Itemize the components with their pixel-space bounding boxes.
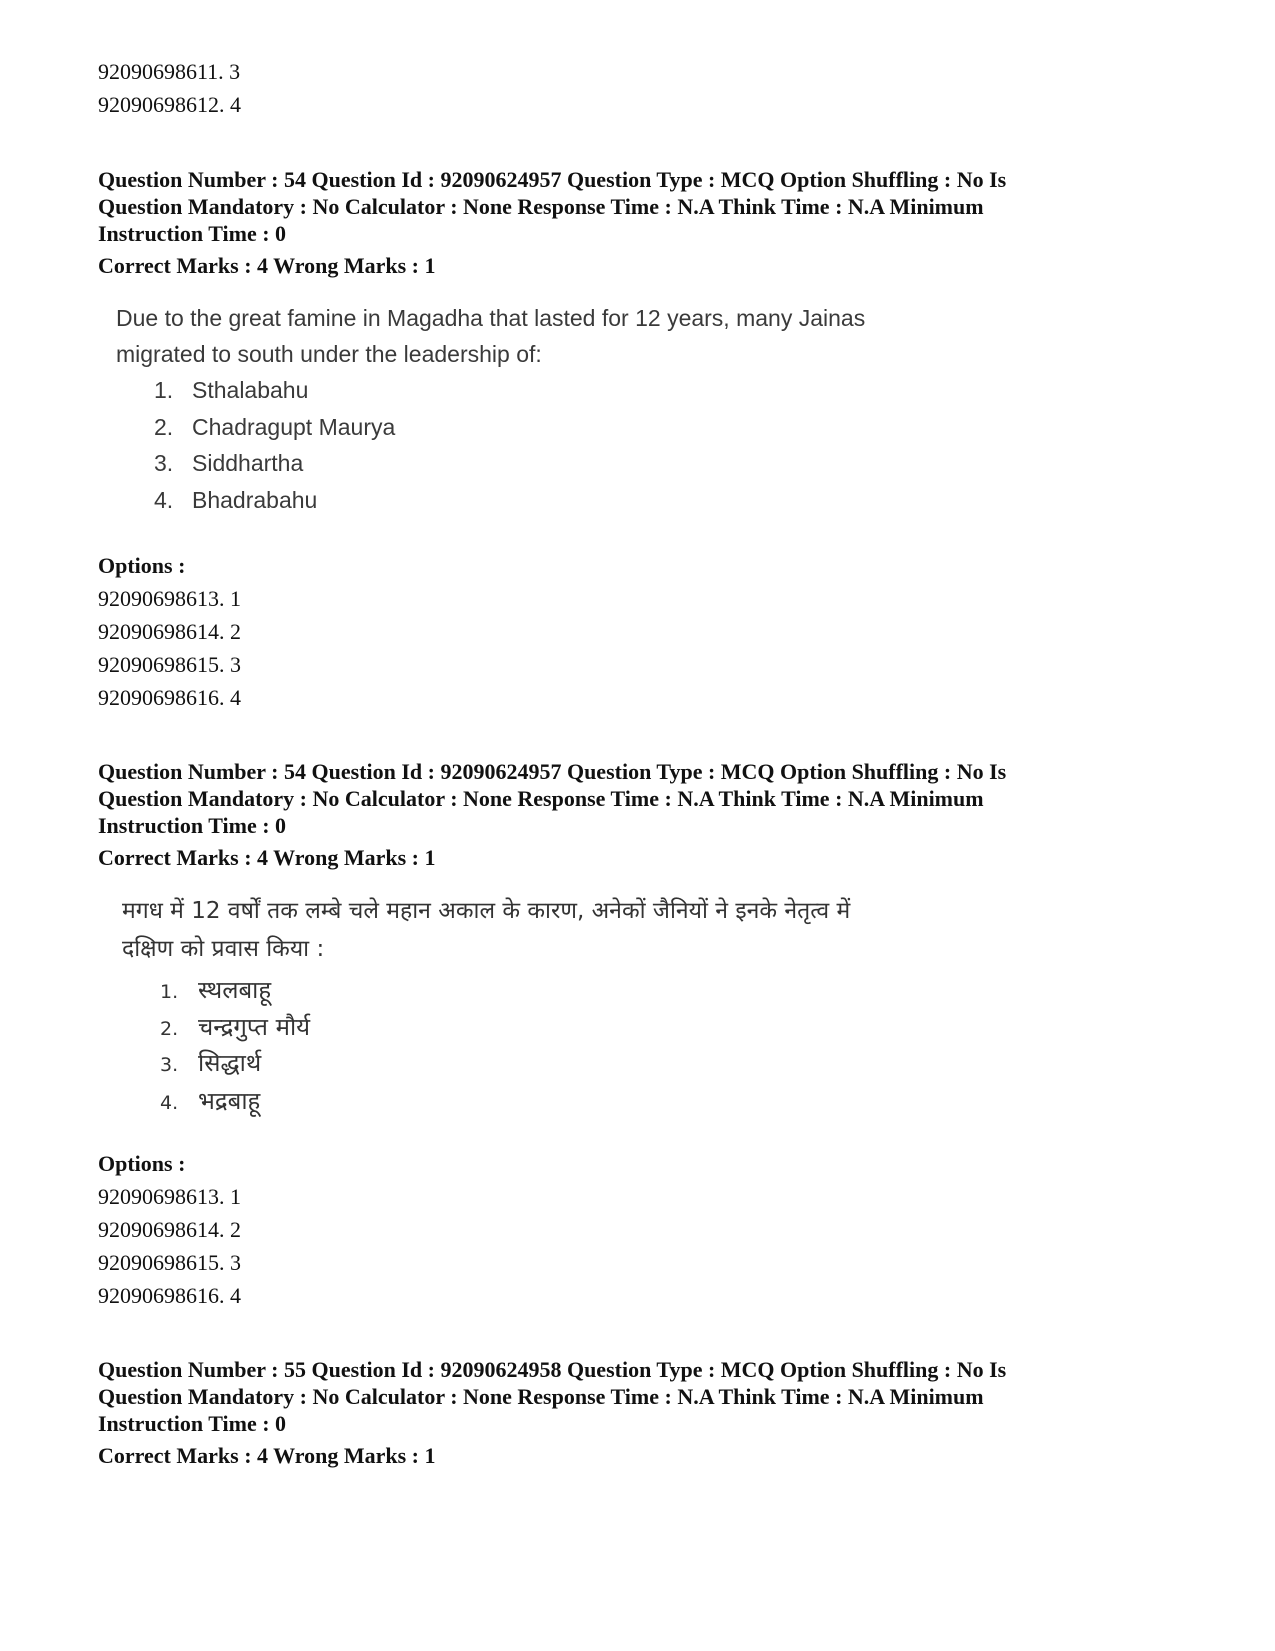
choice-text: Chadragupt Maurya <box>192 414 396 440</box>
question-header-line: Instruction Time : 0 <box>98 813 287 838</box>
option-line: 92090698616. 4 <box>98 1283 241 1308</box>
choice-number: 2. <box>154 414 174 440</box>
choice-text: Bhadrabahu <box>192 487 318 513</box>
choice-text: चन्द्रगुप्त मौर्य <box>198 1013 311 1041</box>
answer-choice <box>154 375 308 405</box>
choice-text: Sthalabahu <box>192 377 309 403</box>
choice-number: 4. <box>154 487 174 513</box>
marks-line: Correct Marks : 4 Wrong Marks : 1 <box>98 253 436 278</box>
answer-choice <box>160 1086 260 1118</box>
question-header-line: Question Mandatory : No Calculator : None Response Time : N.A Think Time : N.A Minimum <box>98 194 984 219</box>
answer-choice <box>154 485 317 515</box>
choice-number: 1. <box>160 981 179 1003</box>
choice-text: Siddhartha <box>192 450 304 476</box>
question-header-line: Instruction Time : 0 <box>98 221 287 246</box>
answer-choice <box>160 1012 310 1044</box>
option-line: 92090698615. 3 <box>98 652 241 677</box>
choice-number: 4. <box>160 1092 179 1114</box>
option-line: 92090698616. 4 <box>98 685 241 710</box>
question-header-line: Question Number : 54 Question Id : 92090624957 Question Type : MCQ Option Shuffling : No Is <box>98 167 1007 192</box>
marks-line: Correct Marks : 4 Wrong Marks : 1 <box>98 845 436 870</box>
choice-text: स्थलबाहू <box>198 976 272 1004</box>
question-header-line: Question Mandatory : No Calculator : None Response Time : N.A Think Time : N.A Minimum <box>98 1384 984 1409</box>
question-header-line: Question Mandatory : No Calculator : None Response Time : N.A Think Time : N.A Minimum <box>98 786 984 811</box>
answer-choice <box>160 1048 261 1080</box>
choice-text: सिद्धार्थ <box>198 1049 262 1077</box>
option-line: 92090698615. 3 <box>98 1250 241 1275</box>
question-stem-line: migrated to south under the leadership of: <box>116 341 542 367</box>
choice-text: भद्रबाहू <box>198 1087 261 1115</box>
option-line: 92090698614. 2 <box>98 619 241 644</box>
option-line: 92090698611. 3 <box>98 59 241 84</box>
question-header-line: Instruction Time : 0 <box>98 1411 287 1436</box>
question-stem-line: मगध में 12 वर्षों तक लम्बे चले महान अकाल के कारण, अनेकों जैनियों ने इनके नेतृत्व में <box>122 898 851 924</box>
answer-choice <box>154 448 303 478</box>
options-label: Options : <box>98 1151 186 1176</box>
answer-choice <box>160 975 271 1007</box>
options-label: Options : <box>98 553 186 578</box>
question-stem-line: Due to the great famine in Magadha that lasted for 12 years, many Jainas <box>116 305 866 331</box>
option-line: 92090698614. 2 <box>98 1217 241 1242</box>
option-line: 92090698613. 1 <box>98 1184 241 1209</box>
question-stem-line: दक्षिण को प्रवास किया : <box>122 936 325 962</box>
question-header-line: Question Number : 55 Question Id : 92090624958 Question Type : MCQ Option Shuffling : No Is <box>98 1357 1007 1382</box>
question-image <box>98 300 958 530</box>
question-header-line: Question Number : 54 Question Id : 92090624957 Question Type : MCQ Option Shuffling : No Is <box>98 759 1007 784</box>
choice-number: 3. <box>160 1054 179 1076</box>
marks-line: Correct Marks : 4 Wrong Marks : 1 <box>98 1443 436 1468</box>
option-line: 92090698613. 1 <box>98 586 241 611</box>
choice-number: 2. <box>160 1018 179 1040</box>
answer-choice <box>154 412 395 442</box>
option-line: 92090698612. 4 <box>98 92 241 117</box>
choice-number: 3. <box>154 450 174 476</box>
choice-number: 1. <box>154 377 174 403</box>
question-image <box>98 893 958 1133</box>
